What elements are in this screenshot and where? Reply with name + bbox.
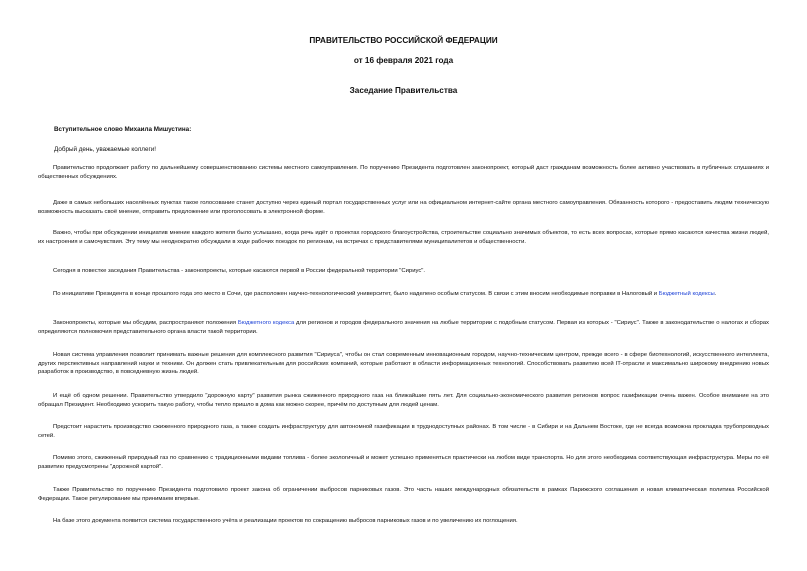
organization-heading: ПРАВИТЕЛЬСТВО РОССИЙСКОЙ ФЕДЕРАЦИИ	[309, 36, 498, 45]
budget-code-link[interactable]: Бюджетного кодекса	[237, 320, 295, 326]
paragraph-6-text: Законопроекты, которые мы обсудим, распространяют положения	[53, 320, 238, 326]
paragraph-3: Важно, чтобы при обсуждении инициатив мнение каждого жителя было услышано, когда речь идёт о проектах городского благоустройства, строительстве социально значимых объектов, то есть всех вопросах, которые прямо касаются качества жизни людей, их настроения и самочувствия. Эту тему мы неоднократно обсуждали в ходе рабочих поездок по регионам, на встречах с представителями муниципалитетов и общественности.	[38, 230, 769, 245]
paragraph-6	[38, 319, 769, 336]
paragraph-5	[38, 290, 769, 299]
paragraph-8: И ещё об одном решении. Правительство утвердило "дорожную карту" развития рынка сжиженного природного газа на ближайшие пять лет. Для социально-экономического развития регионов вопрос газификации очень важен. Особое внимание на это обращал Президент. Необходимо ускорить такую работу, чтобы тепло пришло в дома как можно скорее, причём по доступным для людей ценам.	[38, 393, 769, 408]
greeting: Добрый день, уважаемые коллеги!	[54, 146, 157, 153]
paragraph-5-text: По инициативе Президента в конце прошлого года это место в Сочи, где расположен научно-технологический университет, было наделено особым статусом. В связи с этим вносим необходимые поправки в Налоговый и	[53, 291, 659, 297]
paragraph-4: Сегодня в повестке заседания Правительства - законопроекты, которые касаются первой в России федеральной территории "Сириус".	[53, 268, 426, 274]
paragraph-10: Помимо этого, сжиженный природный газ по сравнению с традиционными видами топлива - более экологичный и может успешно применяться практически на любом виде транспорта. Но для этого необходима соответствующая инфраструктура. Меры по её развитию предусмотрены "дорожной картой".	[38, 455, 769, 470]
document-title: Заседание Правительства	[349, 86, 458, 95]
budget-codes-link[interactable]: Бюджетный кодексы	[658, 291, 715, 297]
paragraph-2: Даже в самых небольших населённых пунктах такое голосование станет доступно через единый портал государственных услуг или на официальном интернет-сайте органа местного самоуправления. Обязанность которого - предоставить людям техническую возможность высказать своё мнение, отправить предложение или проголосовать в электронной форме.	[38, 200, 769, 215]
paragraph-5-end: .	[714, 291, 717, 297]
paragraph-1: Правительство продолжает работу по дальнейшему совершенствованию системы местного самоуправления. По поручению Президента подготовлен законопроект, который даст гражданам возможность более активно участвовать в публичных слушаниях и общественных обсуждениях.	[38, 165, 769, 180]
speech-heading: Вступительное слово Михаила Мишустина:	[54, 126, 192, 133]
paragraph-11: Также Правительство по поручению Президента подготовило проект закона об ограничении выбросов парниковых газов. Это часть наших международных обязательств в рамках Парижского соглашения и новая климатическая политика Российской Федерации. Такое регулирование мы принимаем впервые.	[38, 487, 769, 502]
paragraph-9: Предстоит нарастить производство сжиженного природного газа, а также создать инфраструктуру для автономной газификации в труднодоступных районах. В том числе - в Сибири и на Дальнем Востоке, где не всегда возможна прокладка трубопроводных сетей.	[38, 424, 769, 439]
paragraph-7: Новая система управления позволит принимать важные решения для комплексного развития "Сириуса", чтобы он стал современным инновационным городом, научно-техническим центром, прежде всего - в сфере биотехнологий, искусственного интеллекта, других перспективных направлений науки и техники. Он должен стать привлекательным для российских компаний, которые работают в области информационных технологий. Способствовать развитию всей IT-отрасли и максимально широкому внедрению новых разработок в производство, в повседневную жизнь людей.	[38, 352, 769, 376]
paragraph-12: На базе этого документа появится система государственного учёта и реализации проектов по сокращению выбросов парниковых газов и по увеличению их поглощения.	[53, 518, 518, 524]
document-date: от 16 февраля 2021 года	[353, 56, 454, 65]
paragraph-6-end: для регионов и городов федерального значения на любые территории с подобным статусом. Первая из которых - "Сириус". Также в законодательстве о налогах и сборах определяются полномочия представительного органа власти такой территории.	[38, 320, 769, 335]
